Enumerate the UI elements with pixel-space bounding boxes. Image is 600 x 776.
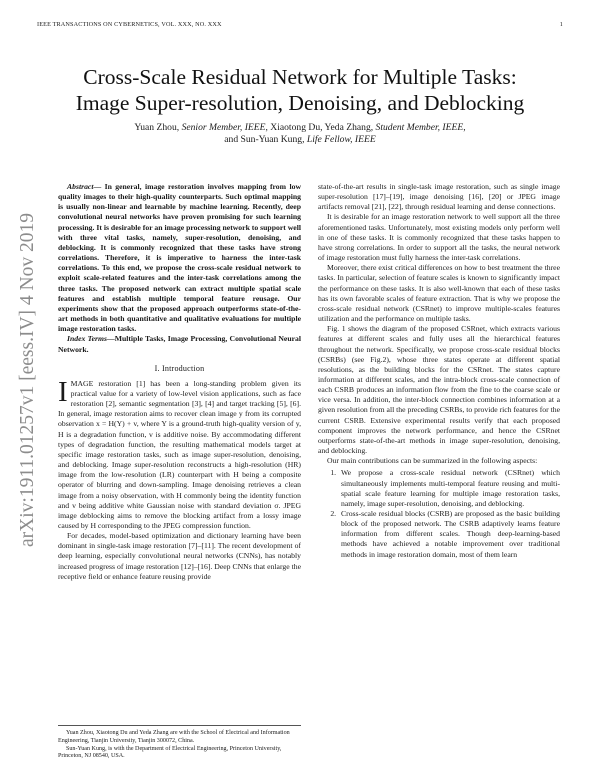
intro-paragraph-1-text: MAGE restoration [1] has been a long-standing problem given its practical value for a variety of low-level vision applications, such as face restoration [2], semantic segmentation [3], [4] and target tracking [5], [6]. In general, image restoration aims to recover clean image y from its corrupted observation x = H(Y) + v, where Y is a ground-truth high-quality version of y, H is a degradation function, v is additive noise. By accommodating different types of degradation function, the resulting mathematical models target at specific image restoration tasks, such as image super-resolution, denoising, and deblocking. Image super-resolution reconstructs a high-resolution (HR) image from the low-resolution (LR) counterpart with H being a composite operator of blurring and down-sampling. Image denoising retrieves a clean image from a noisy observation, with H commonly being the identity function and v being additive white Gaussian noise with standard deviation σ. JPEG image deblocking aims to remove the blocking artifact from a lossy image caused by H corresponding to the JPEG compression function. <box>58 378 301 530</box>
authors-line-2: and Sun-Yuan Kung, Life Fellow, IEEE <box>224 134 376 146</box>
contribution-item: 2. Cross-scale residual blocks (CSRB) are proposed as the basic building block of the proposed network. The CSRB adaptively learns feature information from different scales. Though deep-learning-based methods have achieved a notable improvement over traditional methods in image restoration domain, most of them learn <box>338 509 560 560</box>
left-column <box>58 182 301 582</box>
footnote <box>58 725 301 761</box>
paper-title <box>20 64 580 116</box>
right-paragraph-0: state-of-the-art results in single-task image restoration, such as single image super-resolution [17]–[19], image denoising [16], [20] or JPEG image artifacts removal [21], [22], through residual learning and dense connections. <box>318 182 560 212</box>
abstract <box>58 182 301 334</box>
footnote-line-2: Sun-Yuan Kung, is with the Department of Electrical Engineering, Princeton University, Princeton, NJ 08540, USA. <box>58 745 282 760</box>
abstract-label: Abstract <box>67 182 94 191</box>
title-line-1: Cross-Scale Residual Network for Multiple Tasks: <box>83 65 517 89</box>
right-paragraph-3: Fig. 1 shows the diagram of the proposed CSRnet, which extracts various features at different scales and fully uses all the hierarchical features throughout the network. Specifically, we propose cross-scale residual blocks (CSRBs) (see Fig.2), whose three states operate at different spatial resolutions, as the building blocks for the CSRnet. The states capture information at different scales, and the intra-block cross-scale connection of each CSRB produces an information flow from the fine to the coarse scale or vice versa. In addition, the inter-block connection combines information at a given resolution from all the preceding CSRBs, to provide rich features for the current CSRB. Extensive experimental results verify that each proposed component improves the network performance, and hence the CSRnet outperforms state-of-the-art methods in image super-resolution, denoising, and deblocking. <box>318 324 560 456</box>
title-line-2: Image Super-resolution, Denoising, and Deblocking <box>75 91 525 115</box>
authors-line-1: Yuan Zhou, Senior Member, IEEE, Xiaotong Du, Yeda Zhang, Student Member, IEEE, <box>134 122 466 133</box>
index-terms-text: —Multiple Tasks, Image Processing, Convolutional Neural Network. <box>58 334 301 354</box>
journal-name: IEEE TRANSACTIONS ON CYBERNETICS, VOL. XXX, NO. XXX <box>37 21 222 28</box>
abstract-text: — In general, image restoration involves mapping from low quality images to their high-quality counterparts. Such optimal mapping is usually non-linear and learnable by machine learning. Recently, deep convolutional neural networks have proven promising for such learning processing. It is desirable for an image processing network to support well with three vital tasks, namely, super-resolution, denoising, and deblocking. It is commonly recognized that these tasks have strong correlations. Therefore, it is imperative to harness the inter-task correlations. To this end, we propose the cross-scale residual network to exploit scale-related features and the inter-task correlations among the three tasks. The proposed network can extract multiple spatial scale features and establish multiple temporal feature reusage. Our experiments show that the proposed approach outperforms state-of-the-art methods in both quantitative and qualitative evaluations for multiple image restoration tasks. <box>58 182 301 334</box>
index-terms-label: Index Terms <box>67 334 107 344</box>
right-paragraph-4: Our main contributions can be summarized in the following aspects: <box>327 456 538 466</box>
arxiv-stamp <box>4 160 52 600</box>
footnote-line-1: Yuan Zhou, Xiaotong Du and Yeda Zhang are with the School of Electrical and Information Engineering, Tianjin University, Tianjin 300072, China. <box>58 730 290 744</box>
drop-cap: I <box>58 375 68 408</box>
right-paragraph-1: It is desirable for an image restoration network to well support all the three aforementioned tasks. Unfortunately, most existing models only perform well in one of these tasks. It is commonly recognized that these tasks happen to have strong correlations. In order to support all the tasks, the neural network of image restoration must fully harness the inter-task correlations. <box>318 212 560 263</box>
contribution-item: 1. We propose a cross-scale residual network (CSRnet) which simultaneously implements multi-temporal feature reusing and multi-spatial scale feature learning for multiple image restoration tasks, namely, image super-resolution, denoising, and deblocking. <box>338 468 560 509</box>
intro-paragraph-1 <box>58 375 301 531</box>
author-list <box>60 122 540 147</box>
right-column <box>318 182 560 560</box>
index-terms <box>58 334 301 354</box>
section-heading: I. Introduction <box>154 363 205 373</box>
page-number: 1 <box>559 21 563 28</box>
running-header <box>37 21 563 28</box>
arxiv-id: arXiv:1911.01257v1 [eess.IV] 4 Nov 2019 <box>17 213 38 547</box>
intro-paragraph-2: For decades, model-based optimization and dictionary learning have been dominant in single-task image restoration [7]–[11]. The recent development of deep learning, especially convolutional neural networks (CNNs), has notably increased progress of image restoration [12]–[16]. Deep CNNs that enlarge the receptive field or enhance feature reusing provide <box>58 531 301 581</box>
right-paragraph-2: Moreover, there exist critical differences on how to best treatment the three tasks. In particular, selection of feature scales is known to significantly impact the performance on these tasks. It is also well-known that each of these tasks has its own favorable scales of feature extraction. That is why we propose the cross-scale residual network (CSRnet) to improve multiple-scales features utilization and the performance on multiple tasks. <box>318 263 560 324</box>
contributions-list <box>318 468 560 559</box>
